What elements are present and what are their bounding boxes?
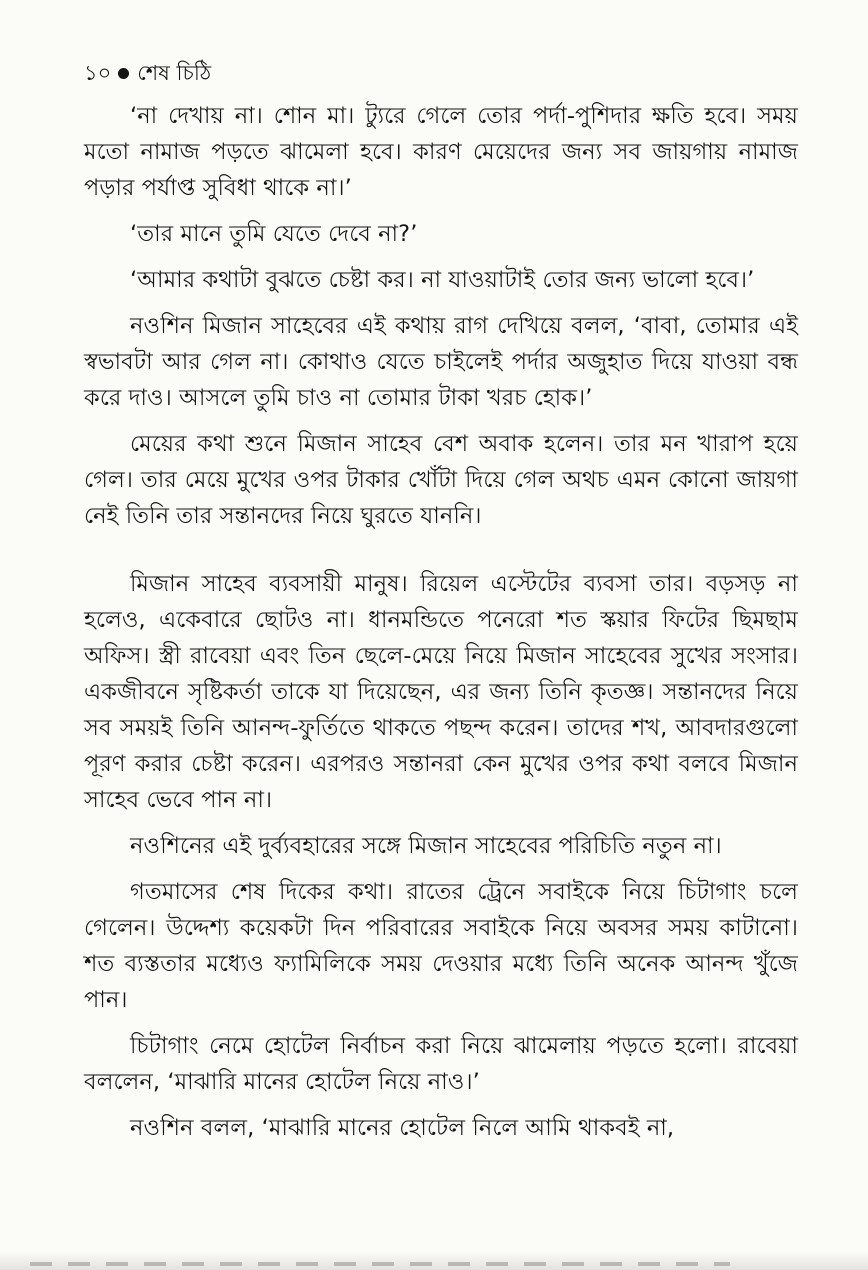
bullet-icon [118,68,129,79]
paragraph: নওশিন মিজান সাহেবের এই কথায় রাগ দেখিয়ে বলল, ‘বাবা, তোমার এই স্বভাবটা আর গেল না। কোথাও যেতে চাইলেই পর্দার অজুহাত দিয়ে যাওয়া বন্ধ করে দাও। আসলে তুমি চাও না তোমার টাকা খরচ হোক।’ [84,313,798,411]
paragraph: মিজান সাহেব ব্যবসায়ী মানুষ। রিয়েল এস্টেটের ব্যবসা তার। বড়সড় না হলেও, একেবারে ছোটও না। ধানমন্ডিতে পনেরো শত স্কয়ার ফিটের ছিমছাম অফিস। স্ত্রী রাবেয়া এবং তিন ছেলে-মেয়ে নিয়ে মিজান সাহেবের সুখের সংসার। একজীবনে সৃষ্টিকর্তা তাকে যা দিয়েছেন, এর জন্য তিনি কৃতজ্ঞ। সন্তানদের নিয়ে সব সময়ই তিনি আনন্দ-ফুর্তিতে থাকতে পছন্দ করেন। তাদের শখ, আবদারগুলো পূরণ করার চেষ্টা করেন। এরপরও সন্তানরা কেন মুখের ওপর কথা বলবে মিজান সাহেব ভেবে পান না। [84,571,798,813]
paragraph: মেয়ের কথা শুনে মিজান সাহেব বেশ অবাক হলেন। তার মন খারাপ হয়ে গেল। তার মেয়ে মুখের ওপর টাকার খোঁটা দিয়ে গেল অথচ এমন কোনো জায়গা নেই তিনি তার সন্তানদের নিয়ে ঘুরতে যাননি। [84,431,798,529]
page-bottom-edge [0,1252,868,1270]
next-page-bleed [30,1262,730,1266]
page-number: ১০ [84,61,112,85]
paragraph: ‘তার মানে তুমি যেতে দেবে না?’ [130,221,418,247]
paragraph: ‘আমার কথাটা বুঝতে চেষ্টা কর। না যাওয়াটাই তোর জন্য ভালো হবে।’ [130,267,755,293]
paragraph: ‘না দেখায় না। শোন মা। ট্যুরে গেলে তোর পর্দা-পুশিদার ক্ষতি হবে। সময় মতো নামাজ পড়তে ঝামেলা হবে। কারণ মেয়েদের জন্য সব জায়গায় নামাজ পড়ার পর্যাপ্ত সুবিধা থাকে না।’ [84,103,798,201]
paragraph: গতমাসের শেষ দিকের কথা। রাতের ট্রেনে সবাইকে নিয়ে চিটাগাং চলে গেলেন। উদ্দেশ্য কয়েকটা দিন পরিবারের সবাইকে নিয়ে অবসর সময় কাটানো। শত ব্যস্ততার মধ্যেও ফ্যামিলিকে সময় দেওয়ার মধ্যে তিনি অনেক আনন্দ খুঁজে পান। [84,879,798,1013]
book-title: শেষ চিঠি [137,61,212,85]
paragraph: নওশিন বলল, ‘মাঝারি মানের হোটেল নিলে আমি থাকবই না, [130,1115,675,1141]
paragraph: নওশিনের এই দুর্ব্যবহারের সঙ্গে মিজান সাহেবের পরিচিতি নতুন না। [130,833,722,859]
body-text [84,98,798,1156]
running-header [84,58,211,88]
paragraph: চিটাগাং নেমে হোটেল নির্বাচন করা নিয়ে ঝামেলায় পড়তে হলো। রাবেয়া বললেন, ‘মাঝারি মানের হোটেল নিয়ে নাও।’ [84,1033,798,1095]
